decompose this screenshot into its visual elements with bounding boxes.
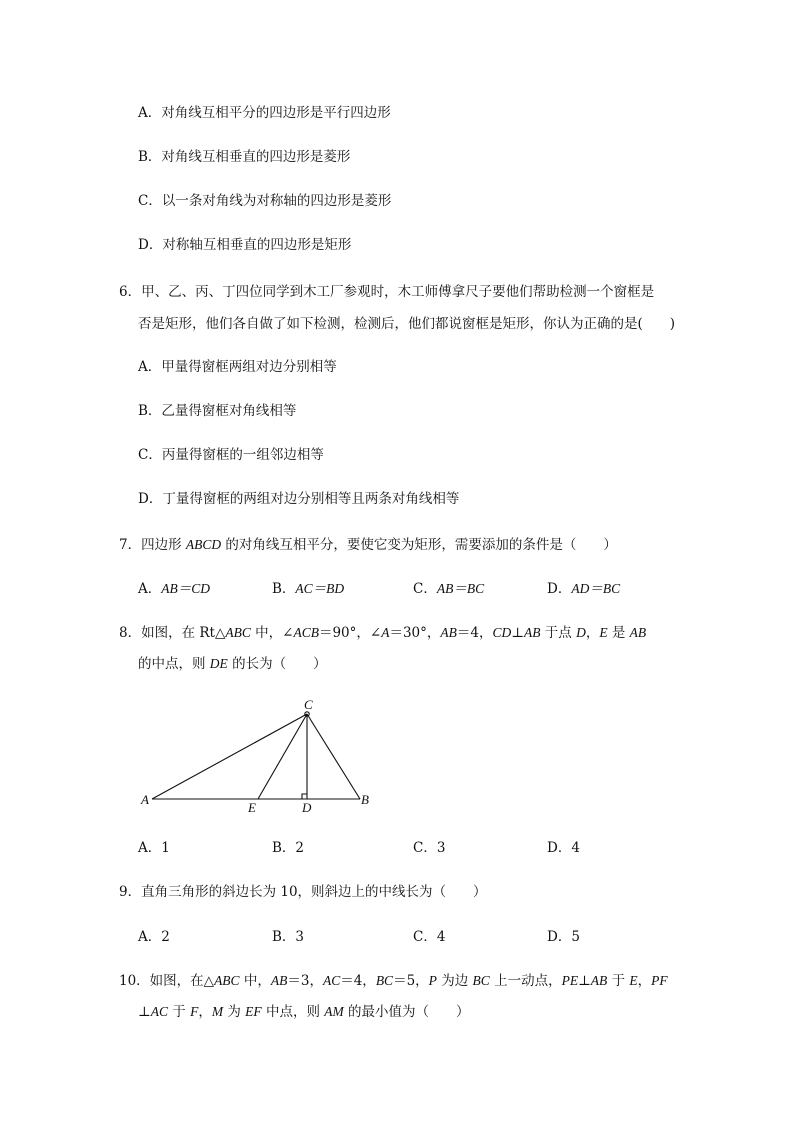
q10-text: ＝5， [393, 973, 429, 989]
q7-option-c [413, 580, 484, 598]
q7-stem-prefix: 7．四边形 [119, 537, 186, 553]
q10-stem-line1 [119, 972, 668, 990]
q8-option-c-label: C． [413, 840, 437, 856]
q10-text: 上一动点， [489, 973, 562, 989]
q10-text: ＝4， [340, 973, 376, 989]
q10-text: ， [198, 1004, 212, 1020]
q9-option-a-text: 2 [161, 929, 170, 945]
q8-var: AB [629, 625, 647, 640]
label-e: E [248, 800, 256, 815]
q9-option-c [413, 928, 445, 946]
q10-var: M [211, 1004, 224, 1019]
q9-stem: 9．直角三角形的斜边长为 10，则斜边上的中线长为（ ） [119, 884, 487, 900]
segment-cb [307, 714, 360, 799]
q8-stem-line2 [138, 655, 327, 673]
q8-var: DE [209, 656, 228, 671]
q7-option-c-text: AB＝BC [436, 581, 485, 596]
q8-option-c-text: 3 [436, 840, 446, 856]
q10-var: BC [472, 973, 490, 988]
q8-var: ACB [293, 625, 319, 640]
q10-text: 于 [167, 1004, 191, 1020]
label-b: B [361, 792, 369, 807]
q9-option-c-text: 4 [436, 929, 446, 945]
right-angle-mark [302, 794, 307, 799]
q8-text: ， [585, 625, 600, 641]
q8-var: E [599, 625, 608, 640]
q8-text: ＝90°，∠ [318, 625, 382, 641]
q10-var: AM [324, 1004, 344, 1019]
q9-option-d-text: 5 [571, 929, 580, 945]
q10-text: ＝3， [287, 973, 323, 989]
q10-var: AB [590, 973, 608, 988]
q8-text: 是 [607, 625, 630, 641]
q6-option-b: B．乙量得窗框对角线相等 [138, 403, 297, 419]
label-c: C [304, 697, 313, 712]
q8-option-a-text: 1 [161, 840, 170, 856]
q10-text: 中， [239, 973, 271, 989]
q9-option-a-label: A． [138, 929, 162, 945]
q10-var: F [190, 1004, 199, 1019]
q8-option-b [272, 839, 304, 857]
q10-var: BC [375, 973, 394, 988]
q8-option-a [138, 839, 170, 857]
q10-var: EF [245, 1004, 262, 1019]
q7-stem [119, 536, 617, 554]
segment-ce [258, 714, 307, 799]
q10-var: AB [270, 973, 288, 988]
q10-text: ， [637, 973, 652, 989]
q7-option-a [138, 580, 210, 598]
q8-var: AB [523, 625, 541, 640]
q8-text: 8．如图，在 Rt△ [119, 625, 226, 641]
q10-var: P [428, 973, 437, 988]
q9-option-b [272, 928, 304, 946]
q7-option-d [547, 580, 620, 598]
q10-var: E [629, 973, 638, 988]
q7-option-d-label: D． [547, 581, 572, 597]
q8-text: ＝4， [456, 625, 493, 641]
q5-option-b: B．对角线互相垂直的四边形是菱形 [138, 149, 351, 165]
q7-stem-var: ABCD [185, 537, 222, 552]
q8-option-c [413, 839, 445, 857]
q8-triangle-figure [140, 696, 380, 820]
q8-option-a-label: A． [138, 840, 162, 856]
q10-var: ABC [214, 973, 240, 988]
q8-var: A [381, 625, 390, 640]
q5-option-d: D．对称轴互相垂直的四边形是矩形 [138, 237, 352, 253]
segment-ac [152, 714, 307, 799]
label-a: A [141, 792, 149, 807]
q8-option-b-text: 2 [295, 840, 305, 856]
q7-option-a-text: AB＝CD [161, 581, 210, 596]
q10-text: ⊥ [138, 1004, 151, 1020]
q8-stem-line1 [119, 624, 646, 642]
q10-text: ⊥ [578, 973, 591, 989]
q10-stem-line2 [138, 1003, 470, 1021]
q8-text: ＝30°， [389, 625, 441, 641]
q7-option-a-label: A． [138, 581, 162, 597]
q6-option-d: D．丁量得窗框的两组对边分别相等且两条对角线相等 [138, 491, 460, 507]
q10-var: AC [322, 973, 341, 988]
q5-option-c: C．以一条对角线为对称轴的四边形是菱形 [138, 193, 392, 209]
q7-stem-suffix: 的对角线互相平分，要使它变为矩形，需要添加的条件是（ ） [221, 537, 617, 553]
q9-option-b-label: B． [272, 929, 296, 945]
q8-var: AB [440, 625, 457, 640]
q9-option-b-text: 3 [295, 929, 305, 945]
q9-option-c-label: C． [413, 929, 437, 945]
q7-option-d-text: AD＝BC [571, 581, 621, 596]
q10-text: 的最小值为（ ） [343, 1004, 470, 1020]
q8-var: CD [492, 625, 512, 640]
q8-text: 中，∠ [250, 625, 294, 641]
q8-text: ⊥ [511, 625, 524, 641]
q8-var: D [576, 625, 586, 640]
q7-option-b-label: B． [272, 581, 296, 597]
label-d: D [302, 800, 312, 815]
q8-option-b-label: B． [272, 840, 296, 856]
q10-text: 为 [223, 1004, 246, 1020]
q8-text: 的中点，则 [138, 656, 210, 672]
q6-stem-line1: 6．甲、乙、丙、丁四位同学到木工厂参观时，木工师傅拿尺子要他们帮助检测一个窗框是 [119, 284, 655, 300]
q6-stem-line2: 否是矩形，他们各自做了如下检测，检测后，他们都说窗框是矩形，你认为正确的是( ) [138, 316, 676, 332]
q10-text: 中点，则 [261, 1004, 325, 1020]
q9-option-d-label: D． [547, 929, 572, 945]
q9-option-a [138, 928, 170, 946]
q7-option-c-label: C． [413, 581, 437, 597]
q8-option-d-label: D． [547, 840, 572, 856]
q8-var: ABC [225, 625, 251, 640]
q7-option-b [272, 580, 344, 598]
q9-option-d [547, 928, 580, 946]
q10-var: PE [561, 973, 579, 988]
q8-text: 于点 [540, 625, 577, 641]
q10-text: 于 [607, 973, 630, 989]
q10-var: PF [651, 973, 668, 988]
q6-option-a: A．甲量得窗框两组对边分别相等 [138, 359, 337, 375]
q10-text: 10．如图，在△ [119, 973, 215, 989]
q5-option-a: A．对角线互相平分的四边形是平行四边形 [138, 105, 391, 121]
q7-option-b-text: AC＝BD [295, 581, 345, 596]
q10-text: 为边 [436, 973, 473, 989]
q8-option-d [547, 839, 580, 857]
q10-var: AC [150, 1004, 168, 1019]
q8-text: 的长为（ ） [227, 656, 327, 672]
q8-option-d-text: 4 [571, 840, 580, 856]
q6-option-c: C．丙量得窗框的一组邻边相等 [138, 447, 324, 463]
